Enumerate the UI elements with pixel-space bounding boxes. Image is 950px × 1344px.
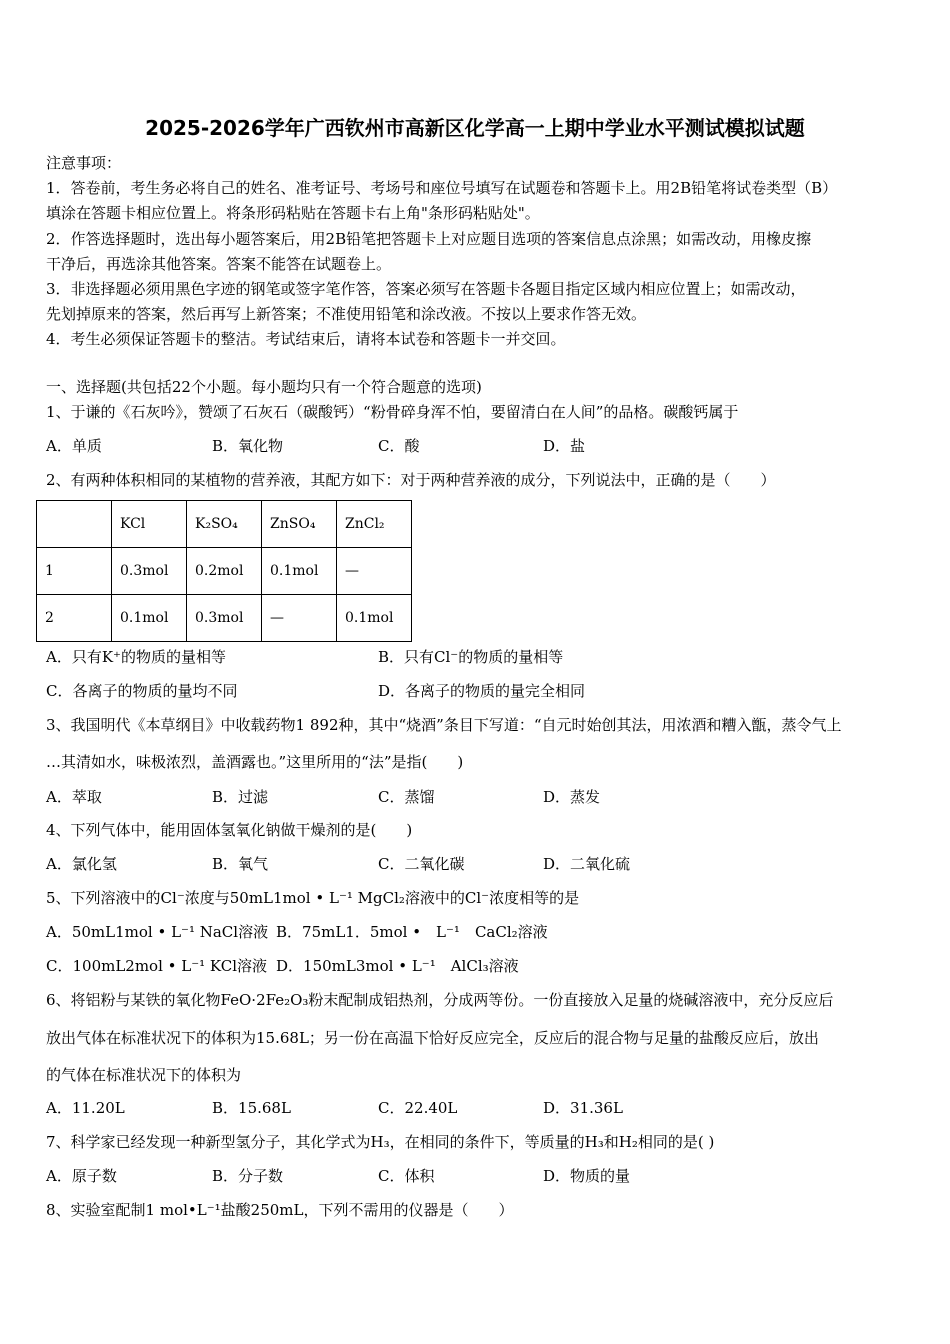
notice-line: 1．答卷前，考生务必将自己的姓名、准考证号、考场号和座位号填写在试题卷和答题卡上。用2B铅笔将试卷类型（B） bbox=[46, 179, 838, 197]
question-6-stem-cont: 放出气体在标准状况下的体积为15.68L；另一份在高温下恰好反应完全，反应后的混合物与足量的盐酸反应后，放出 bbox=[46, 1029, 819, 1047]
q5-option-a: A．50mL1mol • L⁻¹ NaCl溶液 bbox=[46, 923, 269, 941]
q7-option-c: C．体积 bbox=[378, 1167, 435, 1185]
table-cell: — bbox=[262, 595, 337, 642]
question-3-stem-cont: …其清如水，味极浓烈，盖酒露也。”这里所用的“法”是指( ) bbox=[46, 753, 464, 771]
table-cell: 0.1mol bbox=[112, 595, 187, 642]
notice-line: 干净后，再选涂其他答案。答案不能答在试题卷上。 bbox=[46, 255, 392, 273]
table-header-cell: ZnSO₄ bbox=[262, 501, 337, 548]
q7-option-a: A．原子数 bbox=[46, 1167, 117, 1185]
table-header-cell: KCl bbox=[112, 501, 187, 548]
q4-option-d: D．二氧化硫 bbox=[543, 855, 631, 873]
notice-line: 填涂在答题卡相应位置上。将条形码粘贴在答题卡右上角"条形码粘贴处"。 bbox=[46, 204, 540, 222]
q2-option-a: A．只有K⁺的物质的量相等 bbox=[46, 648, 226, 666]
q3-option-b: B．过滤 bbox=[212, 788, 269, 806]
q6-option-a: A．11.20L bbox=[46, 1099, 125, 1117]
q1-option-a: A．单质 bbox=[46, 437, 102, 455]
q1-option-d: D．盐 bbox=[543, 437, 586, 455]
table-cell: 1 bbox=[37, 548, 112, 595]
q3-option-c: C．蒸馏 bbox=[378, 788, 435, 806]
question-3-stem: 3、我国明代《本草纲目》中收载药物1 892种，其中“烧酒”条目下写道：“自元时始创其法，用浓酒和糟入甑，蒸令气上 bbox=[46, 716, 842, 734]
table-cell: 0.1mol bbox=[262, 548, 337, 595]
q3-option-a: A．萃取 bbox=[46, 788, 102, 806]
table-cell bbox=[37, 501, 112, 548]
section-heading: 一、选择题(共包括22个小题。每小题均只有一个符合题意的选项) bbox=[46, 378, 482, 396]
table-cell: 0.2mol bbox=[187, 548, 262, 595]
table-row bbox=[37, 548, 412, 595]
table-cell: 0.3mol bbox=[112, 548, 187, 595]
table-cell: — bbox=[337, 548, 412, 595]
q2-option-d: D．各离子的物质的量完全相同 bbox=[378, 682, 586, 700]
q1-option-c: C．酸 bbox=[378, 437, 420, 455]
question-7-stem: 7、科学家已经发现一种新型氢分子，其化学式为H₃，在相同的条件下，等质量的H₃和H₂相同的是( ) bbox=[46, 1133, 715, 1151]
table-header-cell: ZnCl₂ bbox=[337, 501, 412, 548]
q7-option-b: B．分子数 bbox=[212, 1167, 284, 1185]
question-1-stem: 1、于谦的《石灰吟》，赞颂了石灰石（碳酸钙）“粉骨碎身浑不怕，要留清白在人间”的品格。碳酸钙属于 bbox=[46, 403, 739, 421]
question-2-stem: 2、有两种体积相同的某植物的营养液，其配方如下：对于两种营养液的成分，下列说法中，正确的是（ ） bbox=[46, 471, 776, 489]
q4-option-b: B．氧气 bbox=[212, 855, 269, 873]
q5-option-d: D．150mL3mol • L⁻¹ AlCl₃溶液 bbox=[276, 957, 519, 975]
q5-option-c: C．100mL2mol • L⁻¹ KCl溶液 bbox=[46, 957, 268, 975]
question-4-stem: 4、下列气体中，能用固体氢氧化钠做干燥剂的是( ) bbox=[46, 821, 413, 839]
notice-heading: 注意事项： bbox=[46, 154, 122, 172]
question-6-stem-cont: 的气体在标准状况下的体积为 bbox=[46, 1066, 242, 1084]
q4-option-a: A．氯化氢 bbox=[46, 855, 117, 873]
page-title: 2025-2026学年广西钦州市高新区化学高一上期中学业水平测试模拟试题 bbox=[145, 116, 805, 140]
q3-option-d: D．蒸发 bbox=[543, 788, 601, 806]
table-cell: 2 bbox=[37, 595, 112, 642]
q2-option-b: B．只有Cl⁻的物质的量相等 bbox=[378, 648, 564, 666]
table-header-row bbox=[37, 501, 412, 548]
question-8-stem: 8、实验室配制1 mol•L⁻¹盐酸250mL，下列不需用的仪器是（ ） bbox=[46, 1201, 514, 1219]
table-cell: 0.1mol bbox=[337, 595, 412, 642]
table-header-cell: K₂SO₄ bbox=[187, 501, 262, 548]
q7-option-d: D．物质的量 bbox=[543, 1167, 631, 1185]
table-row bbox=[37, 595, 412, 642]
nutrient-table bbox=[36, 500, 412, 642]
q6-option-d: D．31.36L bbox=[543, 1099, 623, 1117]
q5-option-b: B．75mL1．5mol • L⁻¹ CaCl₂溶液 bbox=[276, 923, 548, 941]
question-6-stem: 6、将铝粉与某铁的氧化物FeO·2Fe₂O₃粉末配制成铝热剂，分成两等份。一份直接放入足量的烧碱溶液中，充分反应后 bbox=[46, 991, 834, 1009]
q6-option-b: B．15.68L bbox=[212, 1099, 291, 1117]
notice-line: 4．考生必须保证答题卡的整洁。考试结束后，请将本试卷和答题卡一并交回。 bbox=[46, 330, 566, 348]
q1-option-b: B．氧化物 bbox=[212, 437, 284, 455]
table-cell: 0.3mol bbox=[187, 595, 262, 642]
notice-line: 3．非选择题必须用黑色字迹的钢笔或签字笔作答，答案必须写在答题卡各题目指定区域内相应位置上；如需改动， bbox=[46, 280, 806, 298]
q2-option-c: C．各离子的物质的量均不同 bbox=[46, 682, 238, 700]
notice-line: 2．作答选择题时，选出每小题答案后，用2B铅笔把答题卡上对应题目选项的答案信息点涂黑；如需改动，用橡皮擦 bbox=[46, 230, 812, 248]
question-5-stem: 5、下列溶液中的Cl⁻浓度与50mL1mol • L⁻¹ MgCl₂溶液中的Cl⁻浓度相等的是 bbox=[46, 889, 580, 907]
q4-option-c: C．二氧化碳 bbox=[378, 855, 465, 873]
notice-line: 先划掉原来的答案，然后再写上新答案；不准使用铅笔和涂改液。不按以上要求作答无效。 bbox=[46, 305, 647, 323]
q6-option-c: C．22.40L bbox=[378, 1099, 458, 1117]
